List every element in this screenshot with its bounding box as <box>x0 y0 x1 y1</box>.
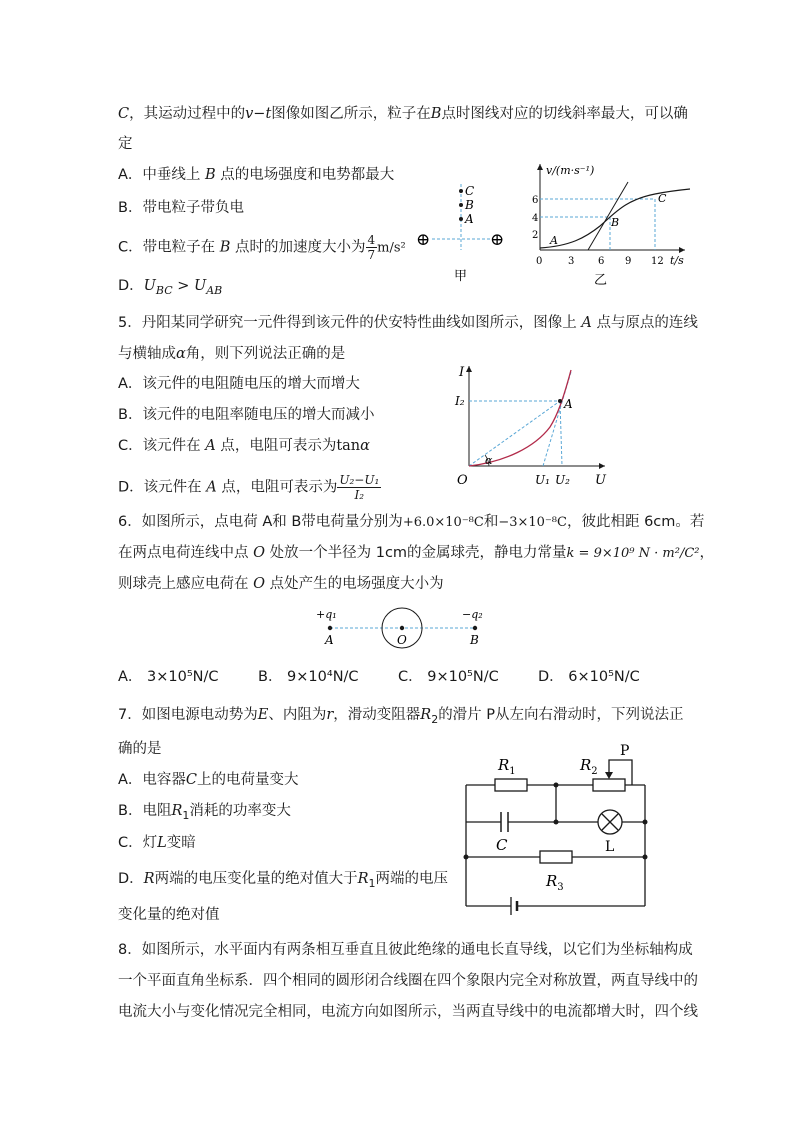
q7-option-d: D．R两端的电压变化量的绝对值大于$R_1$两端的电压 <box>118 871 449 890</box>
svg-text:A: A <box>465 212 474 226</box>
svg-text:2: 2 <box>532 230 539 241</box>
q5-option-b: B．该元件的电阻率随电压的增大而减小 <box>118 407 375 423</box>
charge-left: ⊕ <box>416 230 431 250</box>
q4-vt-graph <box>530 158 690 290</box>
q8-line2: 一个平面直角坐标系．四个相同的圆形闭合线圈在四个象限内完全对称放置，两直导线中的 <box>118 973 698 989</box>
q4-figure-jia <box>410 178 520 288</box>
q5-option-a: A．该元件的电阻随电压的增大而增大 <box>118 376 360 392</box>
svg-text:P: P <box>620 743 630 759</box>
q4-fraction: $\frac{4}{7}$ <box>367 233 376 262</box>
svg-text:U₂: U₂ <box>555 473 570 487</box>
svg-text:B: B <box>465 198 474 212</box>
q6-option-b: B． 9×10⁴N/C <box>258 669 359 685</box>
svg-text:B: B <box>470 633 479 647</box>
q4-line2: 定 <box>118 136 133 152</box>
q7-option-d-line2: 变化量的绝对值 <box>118 907 220 923</box>
q5-fraction: $\frac{\text{U₂−U₁}}{\text{I₂}}$ <box>339 473 380 502</box>
svg-text:U: U <box>595 473 606 488</box>
q4-option-a: A．中垂线上 B 点的电场强度和电势都最大 <box>118 167 395 183</box>
q8-line3: 电流大小与变化情况完全相同，电流方向如图所示，当两直导线中的电流都增大时，四个线 <box>118 1004 698 1020</box>
q6-line2: 在两点电荷连线中点 O 处放一个半径为 1cm的金属球壳，静电力常量k = 9×10⁹ N · m²/C²， <box>118 545 714 561</box>
resistor-r1 <box>495 779 527 791</box>
svg-text:O: O <box>397 633 407 647</box>
q6-option-c: C． 9×10⁵N/C <box>398 669 499 685</box>
q7-option-a: A．电容器C上的电荷量变大 <box>118 772 299 788</box>
svg-text:6: 6 <box>532 195 539 206</box>
svg-text:3: 3 <box>568 256 575 267</box>
svg-text:9: 9 <box>625 256 632 267</box>
q7-circuit <box>462 740 662 915</box>
svg-text:+q₁: +q₁ <box>316 608 337 621</box>
svg-text:U₁: U₁ <box>535 473 550 487</box>
q6-figure <box>310 604 500 649</box>
svg-text:A: A <box>325 633 334 647</box>
svg-text:R3: $R_3$ <box>546 872 564 893</box>
point-a <box>459 217 463 221</box>
q7-option-b: B．电阻$R_1$消耗的功率变大 <box>118 803 291 822</box>
iu-curve <box>469 370 571 466</box>
label-yi: 乙 <box>594 273 608 288</box>
point-b <box>459 203 463 207</box>
q5-option-c: C．该元件在 A 点，电阻可表示为tanα <box>118 438 370 454</box>
svg-text:A: A <box>550 234 558 247</box>
svg-text:−q₂: −q₂ <box>462 608 483 621</box>
svg-text:I₂: I₂ <box>455 394 465 408</box>
label-jia: 甲 <box>454 269 468 284</box>
svg-text:0: 0 <box>536 256 543 267</box>
svg-text:B: B <box>611 216 620 229</box>
q6-line1: 6．如图所示，点电荷 A和 B带电荷量分别为+6.0×10⁻⁸C和−3×10⁻⁸C，彼此相距 6cm。若 <box>118 514 705 530</box>
q5-option-d: D．该元件在 A 点，电阻可表示为 $\frac{\text{U₂−U₁}}{\text{I₂}}$ <box>118 473 380 502</box>
q4-option-b: B．带电粒子带负电 <box>118 200 244 216</box>
svg-text:C: C <box>496 836 508 854</box>
q6-option-d: D． 6×10⁵N/C <box>538 669 640 685</box>
charge-right: ⊕ <box>490 230 505 250</box>
svg-text:α: α <box>485 454 493 467</box>
q5-line2: 与横轴成α角，则下列说法正确的是 <box>118 346 346 362</box>
q7-line2: 确的是 <box>118 741 162 757</box>
resistor-r3 <box>540 851 572 863</box>
svg-text:O: O <box>457 473 468 488</box>
svg-text:6: 6 <box>598 256 605 267</box>
svg-text:12: 12 <box>651 256 664 267</box>
rheostat-r2 <box>593 779 625 791</box>
svg-text:C: C <box>658 192 667 205</box>
q7-option-c: C．灯L变暗 <box>118 835 196 851</box>
svg-text:4: 4 <box>532 213 539 224</box>
svg-text:R1: $R_1$ <box>498 756 516 777</box>
svg-text:C: C <box>465 184 475 198</box>
q4-option-c: C．带电粒子在 B 点时的加速度大小为 $\frac{4}{7}$ m/s² <box>118 233 406 262</box>
q5-line1: 5．丹阳某同学研究一元件得到该元件的伏安特性曲线如图所示，图像上 A 点与原点的连线 <box>118 315 698 331</box>
svg-text:t/s: t/s <box>670 254 684 267</box>
svg-text:R2: $R_2$ <box>580 756 598 777</box>
svg-text:A: A <box>564 397 573 411</box>
svg-text:I: I <box>459 365 465 380</box>
q6-line3: 则球壳上感应电荷在 O 点处产生的电场强度大小为 <box>118 576 444 592</box>
q8-line1: 8．如图所示，水平面内有两条相互垂直且彼此绝缘的通电长直导线，以它们为坐标轴构成 <box>118 942 693 958</box>
q4-option-d: D．$U_{BC} > U_{AB}$ <box>118 278 223 297</box>
point-c <box>459 189 463 193</box>
q6-option-a: A． 3×10⁵N/C <box>118 669 219 685</box>
tangent-line <box>588 182 628 250</box>
q5-iu-graph <box>455 362 615 492</box>
q7-line1: 7．如图电源电动势为E、内阻为r，滑动变阻器$R_2$的滑片 P从左向右滑动时，下列说法正 <box>118 707 684 726</box>
q4-line1: C，其运动过程中的v−t图像如图乙所示，粒子在B点时图线对应的切线斜率最大，可以确 <box>118 106 688 122</box>
svg-text:L: L <box>605 839 615 855</box>
svg-text:v/(m·s⁻¹): v/(m·s⁻¹) <box>546 164 595 177</box>
